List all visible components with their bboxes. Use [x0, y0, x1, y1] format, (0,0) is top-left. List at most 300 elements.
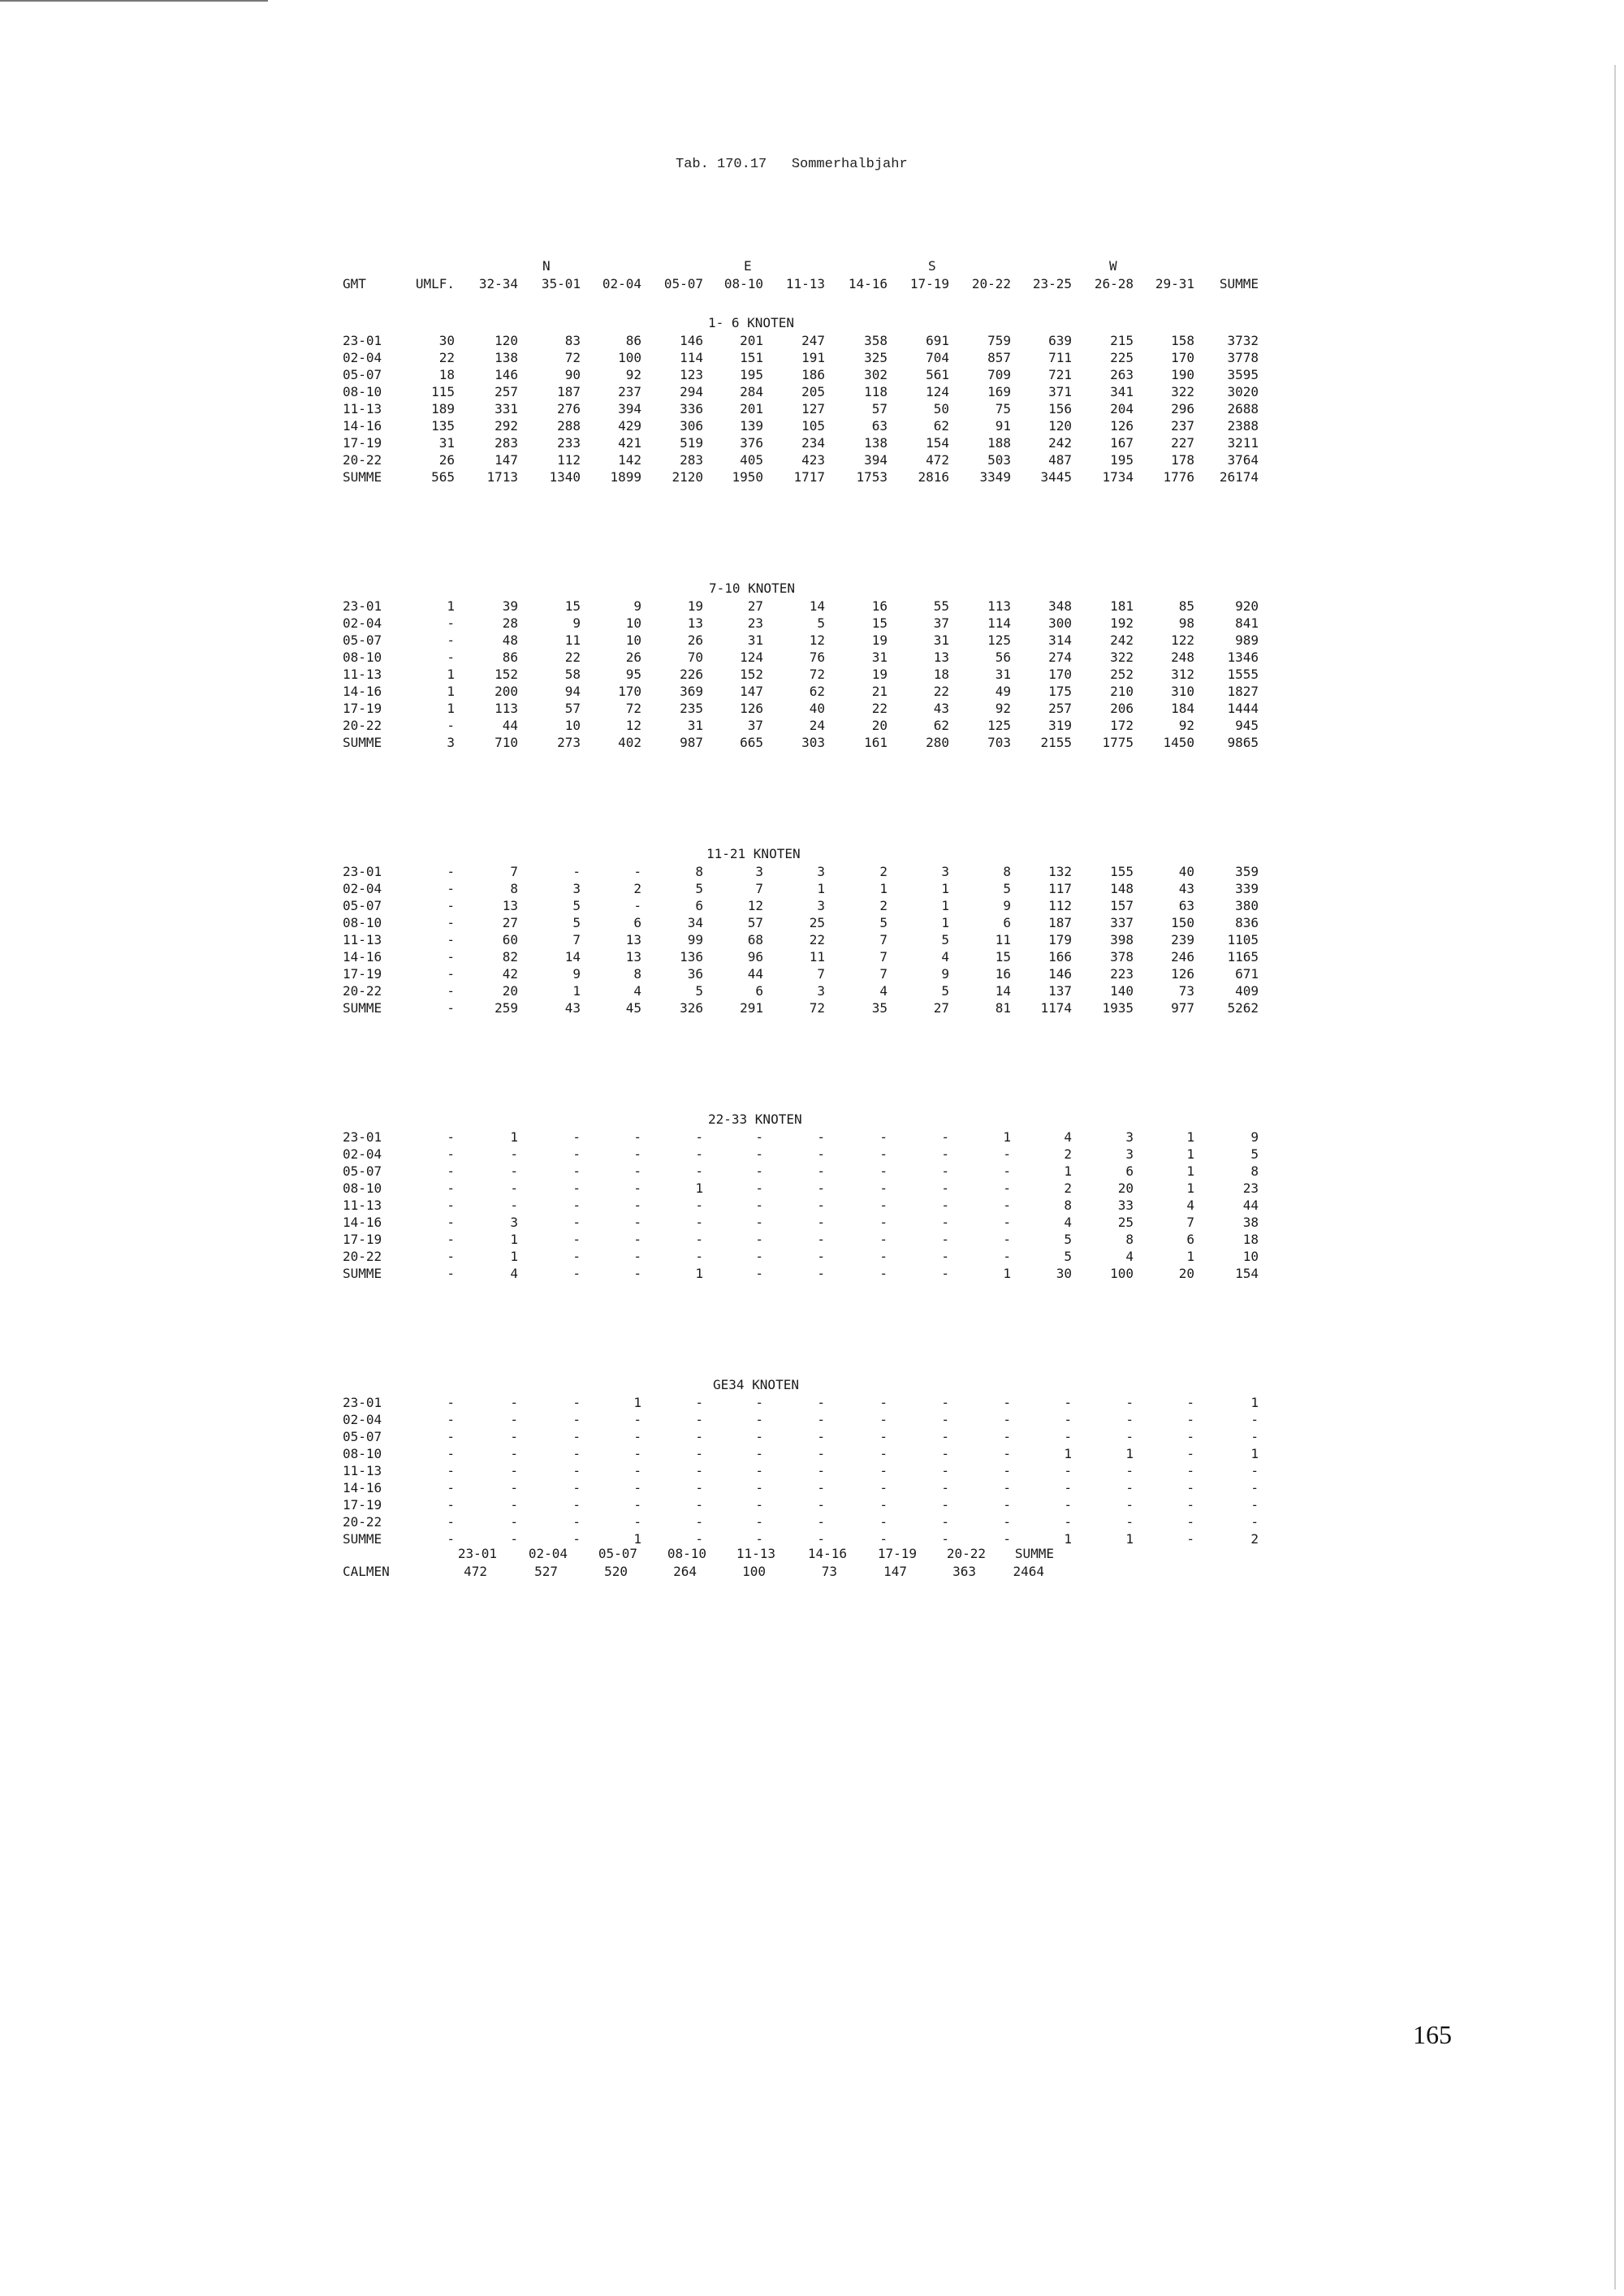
table-cell: -	[941, 1446, 949, 1461]
table-cell: 259	[495, 1000, 518, 1016]
table-cell: 39	[502, 598, 518, 614]
table-cell: 19	[687, 598, 703, 614]
table-cell: -	[879, 1446, 888, 1461]
table-cell: 146	[495, 367, 518, 382]
table-cell: 44	[747, 966, 763, 982]
table-cell: 201	[740, 333, 763, 348]
table-cell: 7	[755, 881, 763, 896]
column-header: 08-10	[723, 276, 763, 291]
table-row	[0, 1163, 1624, 1180]
table-cell: -	[1186, 1446, 1194, 1461]
column-header: 11-13	[785, 276, 825, 291]
table-cell: -	[695, 1412, 703, 1427]
table-cell: 3	[572, 881, 581, 896]
table-cell: 246	[1171, 949, 1194, 965]
table-row	[0, 598, 1624, 615]
table-cell: 23	[747, 615, 763, 631]
table-cell: 201	[740, 401, 763, 416]
table-cell: 7	[572, 932, 581, 947]
table-cell: 337	[1110, 915, 1134, 930]
table-cell: 178	[1171, 452, 1194, 468]
table-cell: 187	[557, 384, 581, 399]
table-cell: -	[633, 1266, 641, 1281]
table-cell: 57	[871, 401, 888, 416]
table-cell: 13	[933, 650, 949, 665]
table-cell: 322	[1171, 384, 1194, 399]
table-cell: 10	[564, 718, 581, 733]
table-cell: 27	[502, 915, 518, 930]
table-row	[0, 1249, 1624, 1266]
table-cell: 170	[618, 684, 641, 699]
table-cell: 276	[557, 401, 581, 416]
table-cell: -	[1186, 1395, 1194, 1410]
table-cell: -	[1186, 1497, 1194, 1513]
table-cell: -	[755, 1463, 763, 1478]
table-cell: 195	[740, 367, 763, 382]
table-cell: 242	[1110, 632, 1134, 648]
row-label: 17-19	[343, 701, 382, 716]
row-label: 20-22	[343, 1249, 382, 1264]
table-cell: -	[572, 1412, 581, 1427]
table-cell: 132	[1048, 864, 1072, 879]
table-cell: 1	[1186, 1163, 1194, 1179]
table-cell: 1	[941, 881, 949, 896]
table-row	[0, 435, 1624, 452]
table-cell: 27	[933, 1000, 949, 1016]
table-cell: 3	[447, 735, 455, 750]
table-cell: 13	[687, 615, 703, 631]
table-cell: -	[695, 1446, 703, 1461]
table-cell: 302	[864, 367, 888, 382]
table-cell: 90	[564, 367, 581, 382]
row-label: 20-22	[343, 718, 382, 733]
table-cell: -	[879, 1198, 888, 1213]
table-cell: 336	[680, 401, 703, 416]
table-cell: 113	[495, 701, 518, 716]
table-cell: 429	[618, 418, 641, 434]
table-row	[0, 864, 1624, 881]
table-cell: -	[510, 1497, 518, 1513]
table-cell: 9	[572, 966, 581, 982]
table-cell: 7	[879, 949, 888, 965]
table-cell: 9	[572, 615, 581, 631]
table-cell: 62	[809, 684, 825, 699]
table-cell: 291	[740, 1000, 763, 1016]
table-cell: -	[633, 1129, 641, 1145]
table-cell: 205	[801, 384, 825, 399]
table-cell: -	[1250, 1412, 1259, 1427]
table-cell: 124	[740, 650, 763, 665]
table-cell: -	[1125, 1429, 1134, 1444]
table-cell: 1950	[732, 469, 763, 485]
table-cell: -	[447, 1531, 455, 1547]
table-cell: 5	[1064, 1249, 1072, 1264]
table-cell: 44	[502, 718, 518, 733]
row-label: 14-16	[343, 684, 382, 699]
table-cell: 1340	[549, 469, 581, 485]
table-cell: 139	[740, 418, 763, 434]
table-cell: 294	[680, 384, 703, 399]
table-cell: 1	[447, 701, 455, 716]
table-cell: 19	[871, 667, 888, 682]
calmen-header: 17-19	[877, 1546, 917, 1561]
table-row	[0, 367, 1624, 384]
table-cell: 114	[680, 350, 703, 365]
calmen-value: 100	[742, 1564, 766, 1579]
table-row	[0, 632, 1624, 650]
row-label: 17-19	[343, 1232, 382, 1247]
table-cell: 7	[1186, 1215, 1194, 1230]
table-cell: 376	[740, 435, 763, 451]
table-cell: 4	[879, 983, 888, 999]
table-cell: -	[633, 1463, 641, 1478]
table-cell: 10	[1242, 1249, 1259, 1264]
table-cell: 98	[1178, 615, 1194, 631]
table-row	[0, 881, 1624, 898]
table-cell: -	[633, 1180, 641, 1196]
table-cell: 28	[502, 615, 518, 631]
table-cell: 22	[871, 701, 888, 716]
table-cell: 9	[1003, 898, 1011, 913]
table-cell: -	[755, 1129, 763, 1145]
table-cell: -	[817, 1198, 825, 1213]
table-cell: -	[447, 1129, 455, 1145]
table-cell: 18	[933, 667, 949, 682]
table-cell: 85	[1178, 598, 1194, 614]
row-label: 20-22	[343, 1514, 382, 1530]
table-cell: -	[1125, 1395, 1134, 1410]
table-cell: 186	[801, 367, 825, 382]
column-header-row	[0, 276, 1624, 294]
table-cell: 561	[926, 367, 949, 382]
table-cell: -	[1064, 1497, 1072, 1513]
table-cell: 184	[1171, 701, 1194, 716]
table-cell: 21	[871, 684, 888, 699]
table-row	[0, 1232, 1624, 1249]
table-cell: 68	[747, 932, 763, 947]
table-cell: -	[755, 1446, 763, 1461]
table-row	[0, 1395, 1624, 1412]
table-cell: 5	[695, 983, 703, 999]
table-cell: 3	[1125, 1129, 1134, 1145]
table-cell: -	[755, 1232, 763, 1247]
table-cell: 1	[1003, 1266, 1011, 1281]
table-cell: 5	[941, 932, 949, 947]
table-cell: -	[941, 1463, 949, 1478]
table-cell: 3	[817, 983, 825, 999]
table-cell: 18	[1242, 1232, 1259, 1247]
table-cell: 13	[625, 949, 641, 965]
table-cell: 60	[502, 932, 518, 947]
table-cell: -	[879, 1232, 888, 1247]
table-cell: 280	[926, 735, 949, 750]
table-cell: 5	[572, 898, 581, 913]
table-cell: -	[817, 1514, 825, 1530]
table-cell: 200	[495, 684, 518, 699]
table-cell: 44	[1242, 1198, 1259, 1213]
direction-n: N	[542, 258, 551, 274]
row-label: 05-07	[343, 1429, 382, 1444]
table-cell: 331	[495, 401, 518, 416]
table-cell: 13	[502, 898, 518, 913]
table-cell: -	[879, 1129, 888, 1145]
row-label: 05-07	[343, 367, 382, 382]
table-cell: 987	[680, 735, 703, 750]
table-cell: 1	[1250, 1446, 1259, 1461]
table-cell: 72	[809, 1000, 825, 1016]
table-cell: 75	[995, 401, 1011, 416]
table-cell: -	[695, 1531, 703, 1547]
table-cell: 3211	[1227, 435, 1259, 451]
table-cell: -	[1064, 1463, 1072, 1478]
table-cell: 1	[447, 598, 455, 614]
table-cell: 691	[926, 333, 949, 348]
table-cell: 146	[680, 333, 703, 348]
summe-row	[0, 1000, 1624, 1017]
table-cell: 112	[557, 452, 581, 468]
table-cell: 369	[680, 684, 703, 699]
table-cell: 16	[995, 966, 1011, 982]
table-cell: 86	[502, 650, 518, 665]
table-row	[0, 1514, 1624, 1531]
table-cell: -	[1064, 1480, 1072, 1495]
table-row	[0, 1429, 1624, 1446]
table-cell: -	[633, 1497, 641, 1513]
table-cell: 8	[1003, 864, 1011, 879]
table-cell: -	[572, 1266, 581, 1281]
table-cell: 1	[447, 684, 455, 699]
table-cell: 5	[1003, 881, 1011, 896]
table-cell: 945	[1235, 718, 1259, 733]
table-cell: 195	[1110, 452, 1134, 468]
table-cell: -	[817, 1531, 825, 1547]
table-cell: 45	[625, 1000, 641, 1016]
table-cell: 62	[933, 718, 949, 733]
table-cell: 43	[933, 701, 949, 716]
table-cell: 151	[740, 350, 763, 365]
table-cell: 503	[987, 452, 1011, 468]
calmen-value: 520	[604, 1564, 628, 1579]
table-cell: 423	[801, 452, 825, 468]
table-cell: -	[941, 1412, 949, 1427]
column-header: 23-25	[1032, 276, 1072, 291]
table-cell: 257	[495, 384, 518, 399]
table-cell: 348	[1048, 598, 1072, 614]
table-cell: -	[1125, 1497, 1134, 1513]
table-cell: 721	[1048, 367, 1072, 382]
table-cell: -	[1125, 1463, 1134, 1478]
table-cell: 4	[633, 983, 641, 999]
table-cell: -	[447, 1232, 455, 1247]
table-cell: 711	[1048, 350, 1072, 365]
table-cell: 14	[995, 983, 1011, 999]
row-label: SUMME	[343, 735, 382, 750]
table-cell: -	[447, 1146, 455, 1162]
table-cell: 94	[564, 684, 581, 699]
table-cell: 11	[564, 632, 581, 648]
table-cell: 24	[809, 718, 825, 733]
column-header: 35-01	[541, 276, 581, 291]
table-cell: 235	[680, 701, 703, 716]
table-cell: 156	[1048, 401, 1072, 416]
table-cell: -	[879, 1146, 888, 1162]
table-cell: 3020	[1227, 384, 1259, 399]
table-cell: 73	[1178, 983, 1194, 999]
table-cell: 37	[933, 615, 949, 631]
table-cell: 2	[633, 881, 641, 896]
table-cell: 2	[1064, 1146, 1072, 1162]
table-cell: 99	[687, 932, 703, 947]
table-cell: -	[510, 1163, 518, 1179]
table-row	[0, 384, 1624, 401]
section-title: 7-10 KNOTEN	[709, 580, 795, 596]
table-cell: 472	[926, 452, 949, 468]
table-cell: 40	[1178, 864, 1194, 879]
table-cell: 166	[1048, 949, 1072, 965]
table-cell: -	[817, 1232, 825, 1247]
table-cell: 6	[633, 915, 641, 930]
table-cell: 31	[995, 667, 1011, 682]
table-cell: 2	[879, 898, 888, 913]
row-label: 14-16	[343, 949, 382, 965]
table-cell: 409	[1235, 983, 1259, 999]
table-cell: 114	[987, 615, 1011, 631]
table-cell: 36	[687, 966, 703, 982]
table-cell: 25	[809, 915, 825, 930]
table-row	[0, 1129, 1624, 1146]
table-cell: 92	[1178, 718, 1194, 733]
calmen-header: 14-16	[807, 1546, 847, 1561]
table-cell: 1	[1003, 1129, 1011, 1145]
table-cell: 358	[864, 333, 888, 348]
table-cell: 55	[933, 598, 949, 614]
table-cell: 42	[502, 966, 518, 982]
table-cell: 8	[1250, 1163, 1259, 1179]
table-cell: 147	[740, 684, 763, 699]
calmen-header: 02-04	[528, 1546, 568, 1561]
row-label: 14-16	[343, 1215, 382, 1230]
table-cell: -	[1003, 1429, 1011, 1444]
table-cell: -	[695, 1249, 703, 1264]
table-cell: -	[447, 1429, 455, 1444]
table-cell: -	[941, 1480, 949, 1495]
table-row	[0, 932, 1624, 949]
table-cell: -	[1186, 1514, 1194, 1530]
table-cell: -	[1186, 1412, 1194, 1427]
table-cell: -	[755, 1395, 763, 1410]
table-cell: 8	[1064, 1198, 1072, 1213]
table-cell: -	[879, 1463, 888, 1478]
table-cell: 1935	[1102, 1000, 1134, 1016]
table-cell: 112	[1048, 898, 1072, 913]
table-cell: 1827	[1227, 684, 1259, 699]
row-label: 05-07	[343, 1163, 382, 1179]
table-cell: 4	[1186, 1198, 1194, 1213]
table-cell: 72	[625, 701, 641, 716]
table-cell: 13	[625, 932, 641, 947]
table-cell: 30	[1056, 1266, 1072, 1281]
table-cell: -	[1064, 1429, 1072, 1444]
table-cell: 4	[510, 1266, 518, 1281]
table-cell: -	[572, 1180, 581, 1196]
table-cell: -	[1125, 1480, 1134, 1495]
calmen-label: CALMEN	[343, 1564, 390, 1579]
table-cell: 179	[1048, 932, 1072, 947]
table-cell: -	[572, 1497, 581, 1513]
calmen-value: 527	[534, 1564, 558, 1579]
table-cell: 9	[633, 598, 641, 614]
table-cell: 1105	[1227, 932, 1259, 947]
table-cell: 58	[564, 667, 581, 682]
table-cell: -	[447, 1514, 455, 1530]
table-cell: -	[447, 932, 455, 947]
table-cell: 63	[1178, 898, 1194, 913]
table-cell: -	[755, 1480, 763, 1495]
section-title: 22-33 KNOTEN	[708, 1111, 802, 1127]
table-cell: 1	[1064, 1446, 1072, 1461]
table-cell: 288	[557, 418, 581, 434]
table-cell: -	[447, 881, 455, 896]
table-cell: 3	[755, 864, 763, 879]
row-label: 23-01	[343, 864, 382, 879]
calmen-header: 08-10	[667, 1546, 706, 1561]
table-cell: 8	[1125, 1232, 1134, 1247]
table-cell: -	[510, 1429, 518, 1444]
table-cell: -	[633, 1412, 641, 1427]
table-row	[0, 1180, 1624, 1198]
table-row	[0, 701, 1624, 718]
table-cell: -	[817, 1146, 825, 1162]
table-cell: -	[1003, 1446, 1011, 1461]
table-cell: 135	[431, 418, 455, 434]
table-cell: 91	[995, 418, 1011, 434]
table-cell: -	[817, 1180, 825, 1196]
table-cell: -	[1250, 1480, 1259, 1495]
table-cell: 15	[995, 949, 1011, 965]
table-cell: -	[1003, 1163, 1011, 1179]
table-cell: 7	[879, 932, 888, 947]
table-cell: 22	[564, 650, 581, 665]
table-cell: 125	[987, 718, 1011, 733]
table-cell: 283	[495, 435, 518, 451]
table-cell: 3	[510, 1215, 518, 1230]
table-cell: -	[447, 949, 455, 965]
table-cell: 263	[1110, 367, 1134, 382]
table-cell: -	[1064, 1514, 1072, 1530]
table-cell: 920	[1235, 598, 1259, 614]
table-cell: -	[755, 1146, 763, 1162]
table-cell: -	[1125, 1514, 1134, 1530]
table-cell: -	[633, 1146, 641, 1162]
table-cell: -	[572, 864, 581, 879]
table-cell: -	[695, 1429, 703, 1444]
table-cell: 296	[1171, 401, 1194, 416]
table-cell: 22	[933, 684, 949, 699]
table-row	[0, 1215, 1624, 1232]
table-cell: 405	[740, 452, 763, 468]
table-cell: 1	[633, 1395, 641, 1410]
table-cell: -	[510, 1446, 518, 1461]
table-cell: 704	[926, 350, 949, 365]
table-cell: 37	[747, 718, 763, 733]
table-cell: -	[572, 1480, 581, 1495]
row-label: 05-07	[343, 632, 382, 648]
table-cell: 1753	[856, 469, 888, 485]
table-row	[0, 898, 1624, 915]
table-cell: 283	[680, 452, 703, 468]
table-cell: -	[817, 1249, 825, 1264]
table-cell: -	[510, 1412, 518, 1427]
